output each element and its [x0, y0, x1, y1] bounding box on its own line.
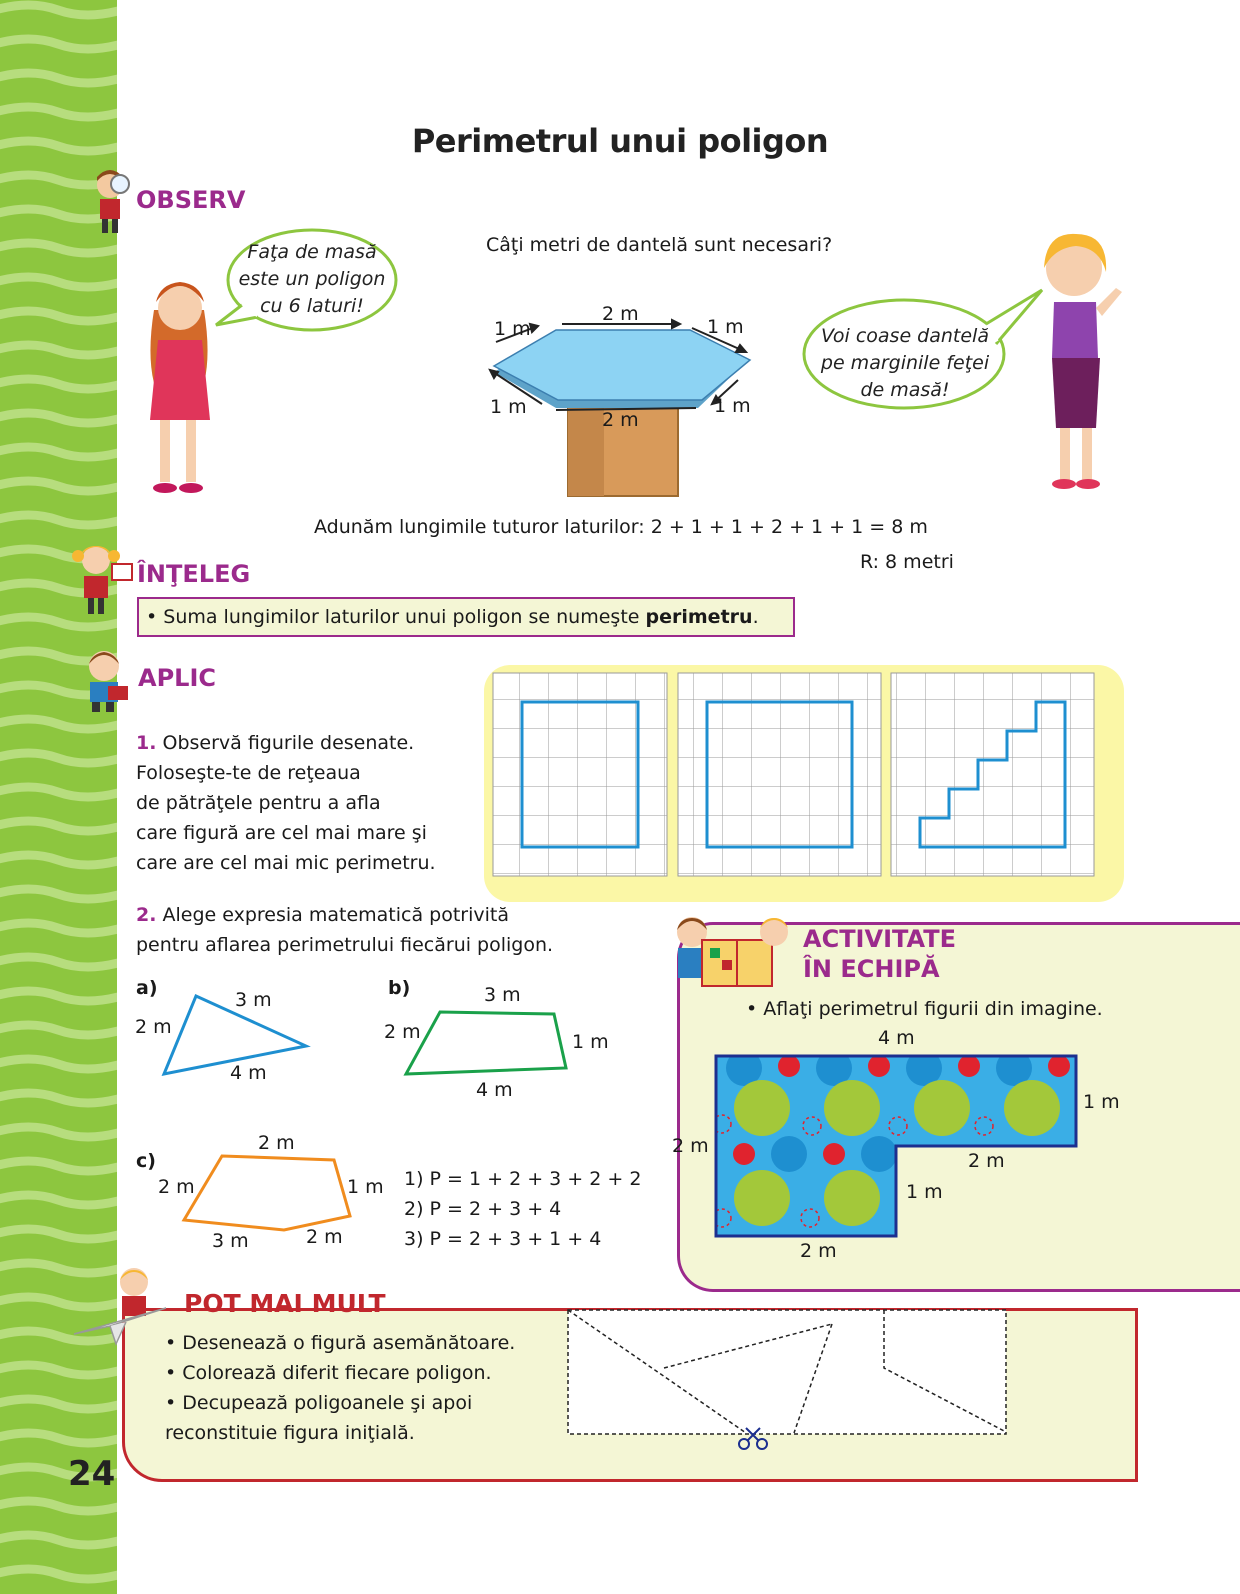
figure-c-side: 2 m [258, 1132, 295, 1154]
wave-stripe [0, 617, 117, 627]
inteleg-heading: ÎNŢELEG [137, 560, 251, 588]
boy-reading-icon [76, 646, 132, 714]
figure-c-label: c) [136, 1150, 156, 1172]
figure-c-side: 2 m [306, 1226, 343, 1248]
wave-stripe [0, 277, 117, 287]
grid-3 [891, 673, 1094, 876]
figure-c-side: 2 m [158, 1176, 195, 1198]
figure-c-side: 1 m [347, 1176, 384, 1198]
exercise-1-line: care figură are cel mai mare şi [136, 822, 427, 844]
bubble-right-line: pe marginile feţei [820, 352, 990, 374]
wave-stripe [0, 753, 117, 763]
wave-stripe [0, 1127, 117, 1137]
hex-bottom-label: 2 m [602, 409, 639, 431]
bubble-left-line: cu 6 laturi! [260, 295, 364, 317]
figure-b-label: b) [388, 977, 411, 999]
bubble-right-line: Voi coase dantelă [821, 325, 989, 347]
sum-line [314, 512, 928, 542]
wave-stripe [0, 1535, 117, 1545]
definition-text [146, 602, 759, 632]
wave-pattern [0, 0, 117, 1594]
figure-a-side: 2 m [135, 1016, 172, 1038]
tablecloth-left-label: 2 m [672, 1135, 709, 1157]
wave-stripe [0, 1501, 117, 1511]
tablecloth-inner-v-label: 1 m [906, 1181, 943, 1203]
bubble-left-line: este un poligon [238, 268, 386, 290]
wave-stripe [0, 311, 117, 321]
figure-b-side: 1 m [572, 1031, 609, 1053]
grid-figures [490, 670, 1110, 882]
exercise-1-number: 1. [136, 732, 157, 754]
wave-stripe [0, 413, 117, 423]
wave-stripe [0, 107, 117, 117]
hex-bottom-right-label: 1 m [714, 395, 751, 417]
woman-illustration [1026, 228, 1126, 498]
children-book-icon [672, 910, 798, 992]
tablecloth-top-label: 4 m [878, 1027, 915, 1049]
wave-stripe [0, 447, 117, 457]
definition-keyword: perimetru [645, 606, 753, 628]
wave-stripe [0, 1161, 117, 1171]
bubble-left-text [222, 239, 402, 320]
wave-stripe [0, 1195, 117, 1205]
team-heading [803, 924, 956, 984]
challenge-instructions [165, 1328, 515, 1448]
expression-options [404, 1164, 641, 1254]
challenge-bullet: • Desenează o figură asemănătoare. [165, 1332, 516, 1354]
bubble-right-text [800, 323, 1010, 404]
exercise-2-number: 2. [136, 904, 157, 926]
wave-stripe [0, 5, 117, 15]
wave-stripe [0, 1433, 117, 1443]
sum-expression: 2 + 1 + 1 + 2 + 1 + 1 = 8 m [650, 516, 928, 538]
hex-bottom-left-label: 1 m [490, 396, 527, 418]
definition-prefix: Suma lungimilor laturilor unui poligon se numeşte [163, 606, 646, 628]
definition-suffix: . [752, 606, 759, 628]
bubble-right-line: de masă! [860, 379, 950, 401]
exercise-1 [136, 728, 476, 878]
challenge-bullet-cont: reconstituie figura iniţială. [165, 1422, 415, 1444]
exercise-2 [136, 900, 656, 960]
wave-stripe [0, 515, 117, 525]
wave-stripe [0, 1025, 117, 1035]
exercise-1-line: Foloseşte-te de reţeaua [136, 762, 361, 784]
grid-1 [493, 673, 667, 876]
girl-illustration [140, 270, 220, 502]
wave-stripe [0, 1059, 117, 1069]
figure-a-side: 4 m [230, 1062, 267, 1084]
aplic-heading: APLIC [138, 664, 216, 692]
figure-c-side: 3 m [212, 1230, 249, 1252]
wave-stripe [0, 1229, 117, 1239]
bubble-left-line: Faţa de masă [247, 241, 377, 263]
tablecloth-figure [714, 1054, 1080, 1240]
exercise-2-line: pentru aflarea perimetrului fiecărui poligon. [136, 934, 554, 956]
wave-stripe [0, 855, 117, 865]
wave-stripe [0, 923, 117, 933]
wave-stripe [0, 379, 117, 389]
wave-stripe [0, 991, 117, 1001]
figure-a-side: 3 m [235, 989, 272, 1011]
challenge-heading: POT MAI MULT [184, 1289, 386, 1318]
answer-text: R: 8 metri [860, 551, 954, 573]
team-heading-line: ÎN ECHIPĂ [803, 955, 940, 983]
figure-b-side: 4 m [476, 1079, 513, 1101]
wave-stripe [0, 821, 117, 831]
team-task: • Aflaţi perimetrul figurii din imagine. [746, 998, 1103, 1020]
wave-stripe [0, 787, 117, 797]
exercise-2-line: Alege expresia matematică potrivită [162, 904, 509, 926]
tablecloth-bottom-label: 2 m [800, 1240, 837, 1262]
wave-stripe [0, 243, 117, 253]
team-heading-line: ACTIVITATE [803, 925, 956, 953]
figure-b-side: 3 m [484, 984, 521, 1006]
wave-stripe [0, 1365, 117, 1375]
tablecloth-right-label: 1 m [1083, 1091, 1120, 1113]
option-1: 1) P = 1 + 2 + 3 + 2 + 2 [404, 1168, 642, 1190]
boy-magnifier-icon [90, 167, 134, 235]
wave-stripe [0, 345, 117, 355]
figure-b-side: 2 m [384, 1021, 421, 1043]
exercise-1-line: de pătrăţele pentru a afla [136, 792, 381, 814]
option-2: 2) P = 2 + 3 + 4 [404, 1198, 562, 1220]
grid-2 [678, 673, 881, 876]
wave-stripe [0, 1399, 117, 1409]
wave-stripe [0, 39, 117, 49]
girl-book-icon [62, 540, 134, 616]
challenge-bullet: • Colorează diferit fiecare poligon. [165, 1362, 492, 1384]
cut-out-figure [566, 1308, 1012, 1468]
bullet: • [146, 606, 158, 628]
wave-stripe [0, 73, 117, 83]
decorative-sidebar [0, 0, 117, 1594]
wave-stripe [0, 1093, 117, 1103]
quadrilateral-figure-b [400, 1006, 580, 1086]
wave-stripe [0, 1569, 117, 1579]
wave-stripe [0, 889, 117, 899]
page-title: Perimetrul unui poligon [411, 122, 829, 160]
wave-stripe [0, 719, 117, 729]
challenge-bullet: • Decupează poligoanele şi apoi [165, 1392, 473, 1414]
exercise-1-line: Observă figurile desenate. [162, 732, 415, 754]
girl-paper-plane-icon [70, 1264, 170, 1348]
figure-a-label: a) [136, 977, 158, 999]
exercise-1-line: care are cel mai mic perimetru. [136, 852, 436, 874]
observ-question: Câţi metri de dantelă sunt necesari? [486, 234, 833, 256]
option-3: 3) P = 2 + 3 + 1 + 4 [404, 1228, 602, 1250]
tablecloth-inner-h-label: 2 m [968, 1150, 1005, 1172]
hex-top-label: 2 m [602, 303, 639, 325]
sum-prefix: Adunăm lungimile tuturor laturilor: [314, 516, 651, 538]
wave-stripe [0, 957, 117, 967]
wave-stripe [0, 481, 117, 491]
page-number: 24 [68, 1454, 116, 1494]
hex-top-right-label: 1 m [707, 316, 744, 338]
observ-heading: OBSERV [136, 186, 246, 214]
hex-top-left-label: 1 m [494, 318, 531, 340]
